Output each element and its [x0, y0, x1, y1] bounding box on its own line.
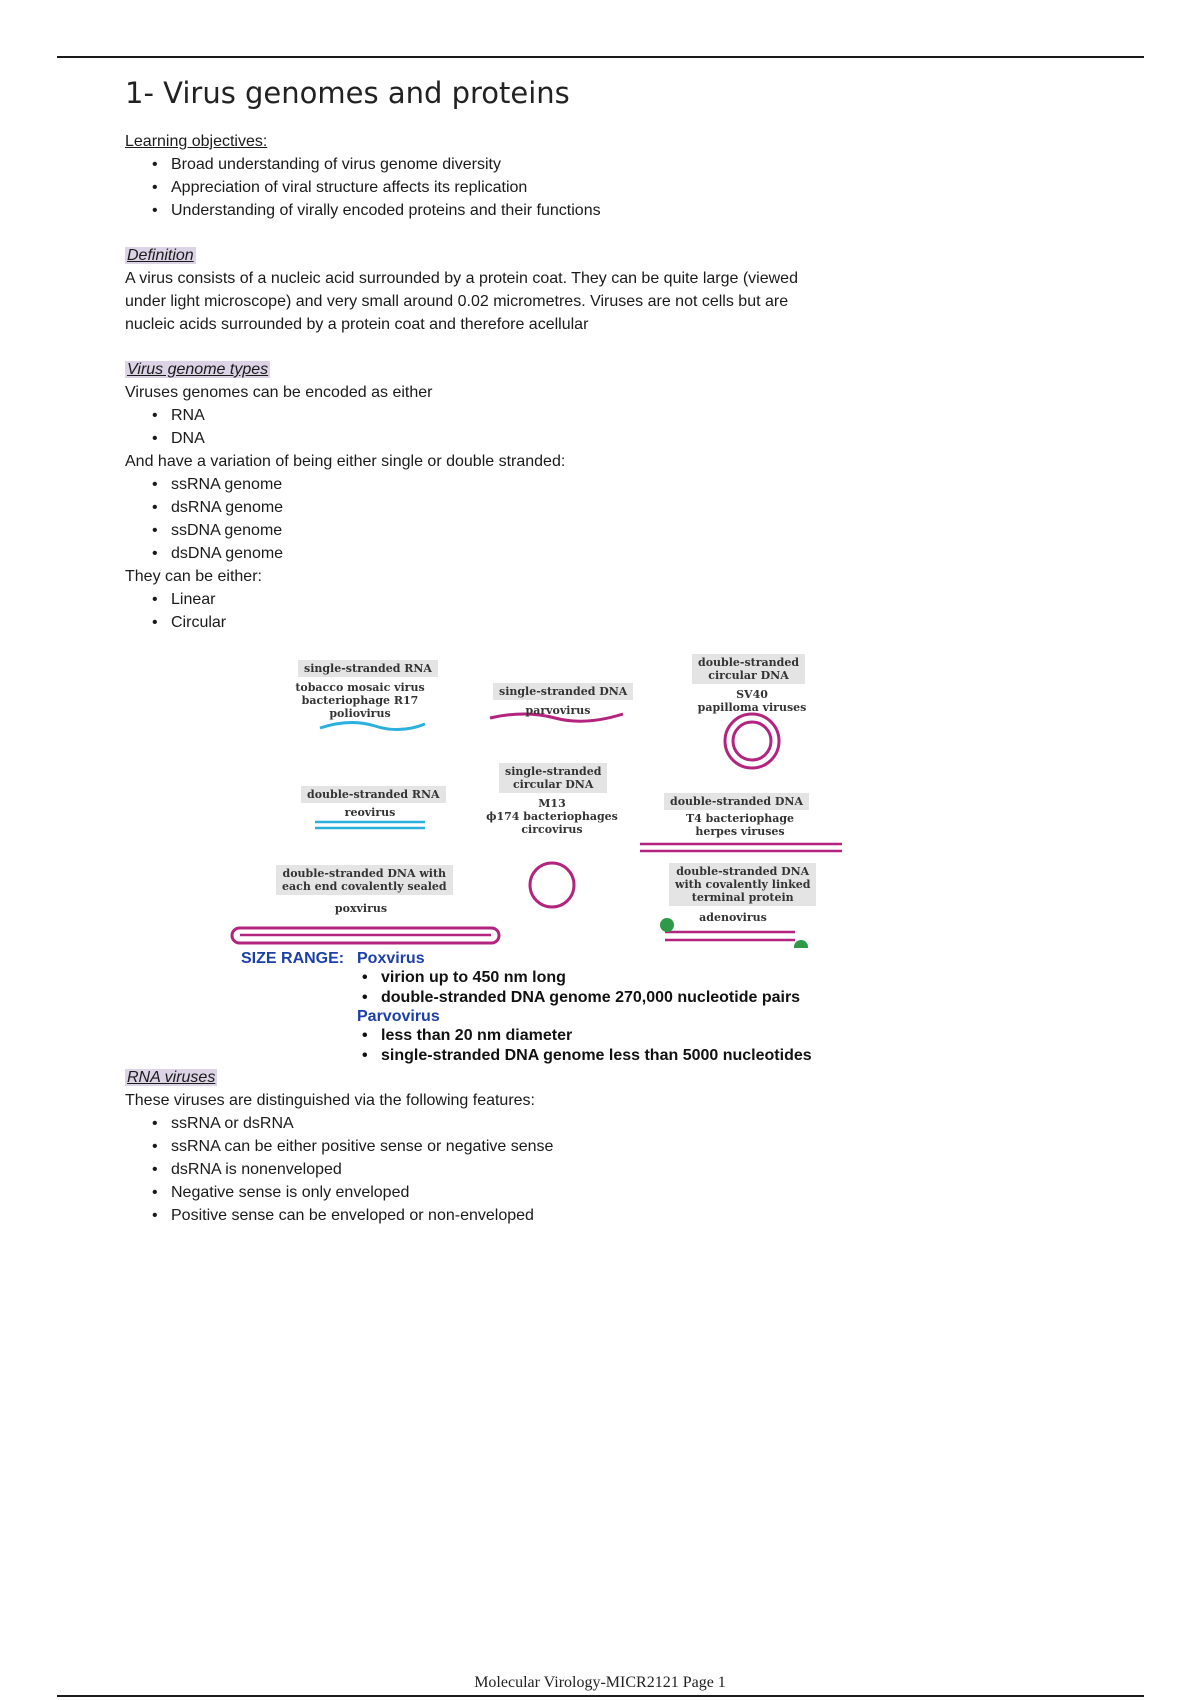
- learning-objectives-list: [125, 153, 885, 222]
- ds-sealed-dna-label: double-stranded DNA with each end covalently sealed: [276, 865, 453, 895]
- parvovirus-heading: Parvovirus: [357, 1008, 440, 1025]
- ds-protein-dna-label: double-stranded DNA with covalently linked terminal protein: [669, 863, 816, 906]
- ds-protein-dna-examples: adenovirus: [699, 911, 767, 924]
- list-item: • virion up to 450 nm long: [381, 968, 800, 988]
- genome-diagram: [125, 648, 885, 948]
- definition-line: nucleic acids surrounded by a protein coat and therefore acellular: [125, 316, 589, 333]
- ss-dna-examples: parvovirus: [525, 704, 591, 717]
- genome-types-heading: Virus genome types: [127, 361, 269, 378]
- size-range-block: [125, 948, 885, 1066]
- ds-circular-dna-inner: [733, 722, 771, 760]
- list-item: • Circular: [171, 611, 885, 634]
- poxvirus-heading: Poxvirus: [357, 950, 425, 967]
- definition-line: under light microscope) and very small around 0.02 micrometres. Viruses are not cells but are: [125, 293, 789, 310]
- list-item: • Linear: [171, 588, 885, 611]
- list-item: • Understanding of virally encoded proteins and their functions: [171, 199, 885, 222]
- rna-viruses-heading: RNA viruses: [127, 1069, 216, 1086]
- list-item: • less than 20 nm diameter: [381, 1026, 812, 1046]
- ss-dna-label: single-stranded DNA: [493, 683, 633, 700]
- list-item: • dsDNA genome: [171, 542, 885, 565]
- ds-rna-label: double-stranded RNA: [301, 786, 446, 803]
- genome-types-intro: Viruses genomes can be encoded as either: [125, 384, 433, 401]
- strand-intro: And have a variation of being either single or double stranded:: [125, 453, 566, 470]
- size-range-heading: SIZE RANGE:: [241, 950, 345, 967]
- definition-heading: Definition: [127, 247, 194, 264]
- list-item: • Appreciation of viral structure affects its replication: [171, 176, 885, 199]
- list-item: • RNA: [171, 404, 885, 427]
- ss-rna-strand: [320, 722, 425, 729]
- list-item: • ssRNA genome: [171, 473, 885, 496]
- poxvirus-list: [335, 968, 800, 1008]
- ds-circular-dna-examples: SV40 papilloma viruses: [697, 688, 807, 714]
- ss-rna-examples: tobacco mosaic virus bacteriophage R17 poliovirus: [295, 681, 425, 720]
- terminal-protein-right: [794, 940, 808, 948]
- strand-list: [125, 473, 885, 565]
- list-item: • Broad understanding of virus genome diversity: [171, 153, 885, 176]
- bottom-rule: [57, 1695, 1144, 1697]
- definition-line: A virus consists of a nucleic acid surrounded by a protein coat. They can be quite large (viewed: [125, 270, 798, 287]
- ss-circular-dna-examples: M13 ϕ174 bacteriophages circovirus: [486, 797, 618, 836]
- page-title: 1- Virus genomes and proteins: [125, 76, 570, 110]
- list-item: • Negative sense is only enveloped: [171, 1181, 885, 1204]
- page-content: [125, 72, 885, 1227]
- list-item: • ssDNA genome: [171, 519, 885, 542]
- list-item: • Positive sense can be enveloped or non-enveloped: [171, 1204, 885, 1227]
- list-item: • dsRNA genome: [171, 496, 885, 519]
- page-footer: Molecular Virology-MICR2121 Page 1: [474, 1674, 726, 1691]
- list-item: • double-stranded DNA genome 270,000 nucleotide pairs: [381, 988, 800, 1008]
- shape-list: [125, 588, 885, 634]
- top-rule: [57, 56, 1144, 58]
- list-item: • ssRNA can be either positive sense or negative sense: [171, 1135, 885, 1158]
- ds-rna-examples: reovirus: [344, 806, 396, 819]
- parvovirus-list: [335, 1026, 812, 1066]
- list-item: • DNA: [171, 427, 885, 450]
- ss-circular-dna: [530, 863, 574, 907]
- list-item: • ssRNA or dsRNA: [171, 1112, 885, 1135]
- learning-objectives-heading: Learning objectives:: [125, 133, 268, 150]
- ss-rna-label: single-stranded RNA: [298, 660, 438, 677]
- rna-viruses-list: [125, 1112, 885, 1227]
- ds-sealed-dna-examples: poxvirus: [334, 902, 388, 915]
- shape-intro: They can be either:: [125, 568, 262, 585]
- ds-circular-dna-label: double-stranded circular DNA: [692, 654, 805, 684]
- ds-dna-examples: T4 bacteriophage herpes viruses: [685, 812, 795, 838]
- ds-dna-label: double-stranded DNA: [664, 793, 809, 810]
- rna-viruses-intro: These viruses are distinguished via the following features:: [125, 1092, 535, 1109]
- list-item: • dsRNA is nonenveloped: [171, 1158, 885, 1181]
- genome-types-list: [125, 404, 885, 450]
- list-item: • single-stranded DNA genome less than 5000 nucleotides: [381, 1046, 812, 1066]
- ss-circular-dna-label: single-stranded circular DNA: [499, 763, 607, 793]
